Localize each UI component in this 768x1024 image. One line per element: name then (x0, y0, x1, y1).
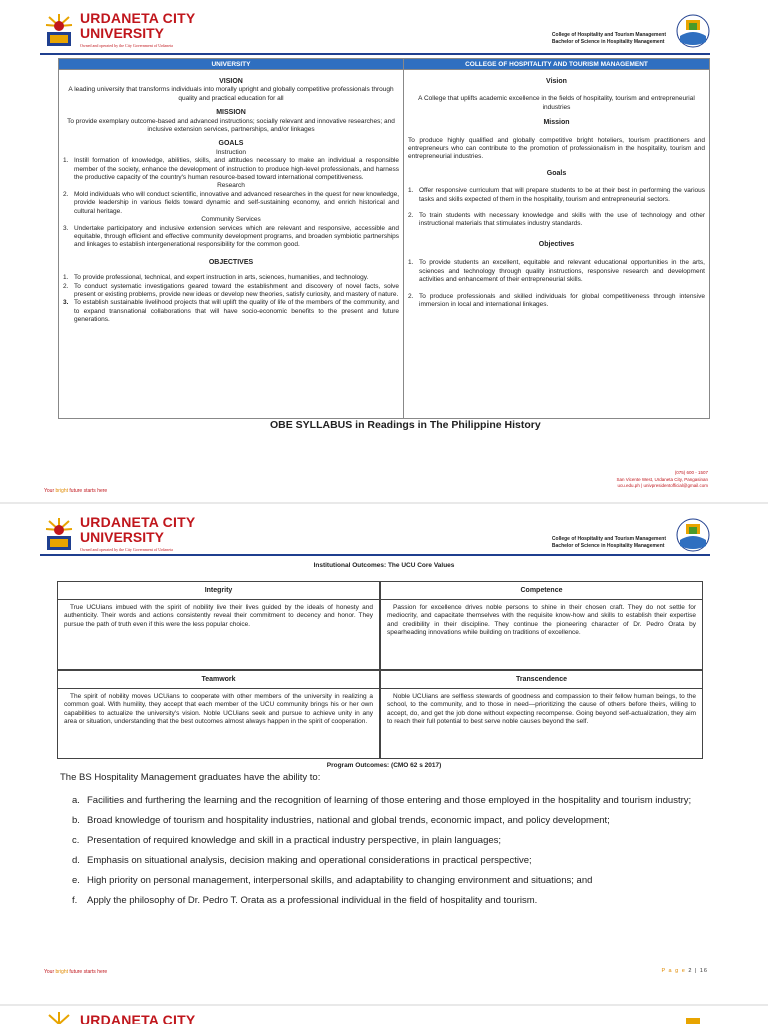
university-goals-list (63, 157, 399, 182)
item-letter: d. (72, 855, 80, 866)
university-name-line2: UNIVERSITY (80, 529, 165, 545)
university-name-line1: URDANETA CITY (80, 10, 196, 26)
university-name-line1: URDANETA CITY (80, 514, 196, 530)
value-cell-transcendence (380, 670, 703, 759)
college-goals-title: Goals (546, 169, 567, 177)
college-objectives-list (408, 259, 705, 309)
list-item: 2. To train students with necessary knowledge and skills with the use of technology and other instructional materials that stimulates industry standards. (408, 212, 705, 228)
value-title: Competence (381, 582, 702, 600)
value-cell-competence (380, 581, 703, 670)
list-item: 1. Offer responsive curriculum that will prepare students to be at their best in performing the various tasks and skills expected of them in the hospitality, tourism and entrepreneurial sectors. (408, 187, 705, 203)
list-item (72, 854, 712, 867)
core-values-table (57, 581, 703, 759)
college-seal-icon (676, 518, 710, 552)
contact-address: San Vicente West, Urdaneta City, Pangasinan (616, 476, 708, 482)
college-vision-text: A College that uplifts academic excellence in the fields of hospitality, tourism and entrepreneurial industries (418, 95, 695, 111)
goal-text: Offer responsive curriculum that will prepare students to be at their best in performing the various tasks and skills expected of them in the hospitality, tourism and entrepreneurial sectors. (419, 187, 705, 203)
university-name-line2: UNIVERSITY (80, 25, 165, 41)
program-name: Bachelor of Science in Hospitality Management (551, 543, 665, 549)
goal-instruction-label: Instruction (216, 148, 246, 156)
list-item: 2. Mold individuals who will conduct scientific, innovative and advanced researches in the quest for new knowledge, provide leadership in various fields toward dynamic and self-sustaining economy, and enrich historical and cultural heritage. (63, 190, 399, 215)
page-header (40, 514, 710, 559)
objective-text: To conduct systematic investigations geared toward the establishment and discovery of novel facts, solve present or existing problems, provide new ideas or develop new theories, satisfy curiosity, and mastery of nature. (74, 282, 399, 298)
item-text: High priority on personal management, interpersonal skills, and adaptability to changing environment and situations; and (87, 875, 593, 886)
tagline-part: bright (55, 488, 69, 494)
tagline-part: bright (55, 969, 69, 975)
objective-text: To provide students an excellent, equitable and relevant educational opportunities in the arts, sciences and technology through quality instructions, responsive research and development activities and enhancement of their entrepreneurial skills. (419, 259, 705, 284)
goal-text: Undertake participatory and inclusive extension services which are relevant and responsive, accessible and equitable, through efficient and effective community development programs, and broaden symbiotic partnerships and linkages to establish intergenerational responsibility for the common good. (74, 224, 399, 249)
goal-text: Instill formation of knowledge, abilities, skills, and attitudes necessary to make an individual a responsible member of the society, enhance the development of instruction to produce high-level professionals, and harness the productive capacity of the country's human resource-based toward international competitiveness. (74, 157, 399, 182)
header-rule (40, 554, 710, 556)
contact-info (616, 470, 708, 490)
tagline-part: future starts here (68, 969, 108, 975)
list-item: 3. To establish sustainable livelihood projects that will uplift the quality of life of the members of the community, and to expand transnational collaborations that will have socio-economic benefits to the present and future generations. (63, 299, 399, 324)
value-title: Transcendence (381, 671, 702, 689)
college-info (552, 32, 666, 46)
item-letter: e. (72, 875, 80, 886)
item-text: Apply the philosophy of Dr. Pedro T. Orata as a professional individual in the field of hospitality and tourism. (87, 895, 538, 906)
university-column (59, 59, 404, 418)
college-column (404, 59, 709, 418)
item-text: Emphasis on situational analysis, decision making and operational considerations in practical perspective; (87, 855, 532, 866)
page-num: 2 | 16 (688, 968, 708, 974)
value-text: Noble UCUians are selfless stewards of goodness and compassion to their fellow human beings, to the school, to the community, and to those in need—prioritizing the cause of others before theirs, willing to accept, do, and get the job done without expecting recompense. Going beyond self-actualization, they aim to reach their full potential to best serve noble causes beyond the self. (387, 693, 696, 725)
program-outcomes-list (72, 794, 712, 914)
college-seal-icon (676, 14, 710, 48)
footer-tagline (44, 488, 107, 494)
university-objectives-title: OBJECTIVES (208, 258, 254, 266)
university-goals-list-3 (63, 225, 399, 250)
item-text: Facilities and furthering the learning and the recognition of learning of those entering and those employed in the hospitality and tourism industry; (87, 795, 692, 806)
list-item: 1. To provide students an excellent, equitable and relevant educational opportunities in the arts, sciences and technology through quality instructions, responsive research and development activities and enhancement of their entrepreneurial skills. (408, 259, 705, 284)
tagline-part: Your (44, 969, 56, 975)
value-cell-integrity (57, 581, 380, 670)
list-item: 3. Undertake participatory and inclusive extension services which are relevant and responsive, accessible and equitable, through efficient and effective community development programs, and broaden symbiotic partnerships and linkages to establish intergenerational responsibility for the common good. (63, 224, 399, 249)
page-1 (0, 0, 768, 502)
university-goals-title: GOALS (218, 140, 244, 148)
goal-text: To train students with necessary knowledge and skills with the use of technology and other instructional materials that stimulates industry standards. (419, 212, 705, 228)
page-header (40, 10, 710, 55)
page-number (661, 968, 708, 974)
header-rule (40, 53, 710, 55)
goal-community-label: Community Services (201, 216, 261, 224)
program-name: Bachelor of Science in Hospitality Management (551, 39, 665, 45)
list-item: 1. Instill formation of knowledge, abilities, skills, and attitudes necessary to make an individual a responsible member of the society, enhance the development of instruction to produce high-level professionals, and harness the productive capacity of the country's human resource-based toward international competitiveness. (63, 157, 399, 182)
contact-phone: (075) 600 - 1507 (674, 470, 708, 475)
college-info (552, 536, 666, 550)
college-objectives-title: Objectives (538, 240, 575, 248)
item-text: Presentation of required knowledge and skill in a practical industry perspective, in plain languages; (87, 835, 502, 846)
vision-mission-table (58, 58, 710, 419)
list-item (72, 834, 712, 847)
value-title: Teamwork (58, 671, 379, 689)
university-vision-text: A leading university that transforms individuals into morally upright and globally competitive professionals through quality and practical education for all (68, 86, 394, 102)
goal-research-label: Research (217, 182, 245, 190)
page-2 (0, 504, 768, 1004)
college-name: College of Hospitality and Tourism Management (551, 32, 666, 38)
program-outcomes-intro: The BS Hospitality Management graduates have the ability to: (60, 772, 321, 783)
value-title: Integrity (58, 582, 379, 600)
item-letter: f. (72, 895, 78, 906)
page-3-partial (0, 1006, 768, 1024)
college-mission-title: Mission (543, 119, 570, 127)
item-letter: c. (72, 835, 80, 846)
list-item (72, 874, 712, 887)
university-goals-list-2 (63, 191, 399, 216)
college-goals-list (408, 187, 705, 229)
university-logo-icon (44, 516, 74, 552)
university-vision-title: VISION (219, 78, 243, 85)
value-text: The spirit of nobility moves UCUians to cooperate with other members of the university in realizing a common goal. With humility, they accept that each member of the UCU community brings his or her own capabilities to actualize the university's vision. Noble UCUians seek and pursue to achieve unity in any area or situation, understanding that the best outcomes almost always happen in the spirit of cooperation. (64, 693, 373, 725)
university-logo-icon (44, 12, 74, 48)
college-mission-text: To produce highly qualified and globally competitive bright hoteliers, tourism practitioners and entrepreneurs who can contribute to the promotion of professionalism in the hospitality, tourism and entrepreneurial industries. (408, 136, 705, 161)
college-seal-icon (676, 1016, 710, 1024)
university-mission-text: To provide exemplary outcome-based and advanced instructions; socially relevant and innovative researches; and inclusive extension services, partnerships, and/or linkages (67, 117, 395, 134)
item-text: Broad knowledge of tourism and hospitality industries, national and global trends, economic impact, and policy development; (87, 815, 610, 826)
list-item (72, 794, 712, 807)
university-logo-icon (44, 1010, 74, 1024)
college-vision-title: Vision (546, 78, 567, 85)
contact-web[interactable]: ucu.edu.ph | univpresidentofficial@gmail.com (617, 483, 708, 488)
list-item: 1. To provide professional, technical, and expert instruction in arts, sciences, humanities, and technology. (63, 274, 369, 282)
footer-tagline (44, 969, 107, 975)
objective-text: To provide professional, technical, and expert instruction in arts, sciences, humanities, and technology. (74, 274, 369, 282)
syllabus-title: OBE SYLLABUS in Readings in The Philippine History (270, 419, 541, 431)
list-item (72, 894, 712, 907)
institutional-outcomes-title: Institutional Outcomes: The UCU Core Values (313, 562, 455, 569)
page-word: P a g e (661, 968, 686, 974)
objective-text: To produce professionals and skilled individuals for global competitiveness through intensive immersion in local and international linkages. (419, 292, 705, 308)
list-item: 2. To produce professionals and skilled individuals for global competitiveness through intensive immersion in local and international linkages. (408, 292, 705, 308)
value-text: Passion for excellence drives noble persons to shine in their chosen craft. They do not settle for mediocrity, and capacitate themselves with the requisite know-how and skills to establish their expertise and credibility in their discipline. They continue the pioneering character of Dr. Pedro Orata by spearheading innovations while building on traditions of excellence. (387, 604, 696, 636)
item-letter: b. (72, 815, 80, 826)
value-cell-teamwork (57, 670, 380, 759)
university-name-line1: URDANETA CITY (80, 1012, 196, 1024)
university-mission-title: MISSION (216, 109, 246, 117)
tagline-part: Your (44, 488, 56, 494)
list-item: 2. To conduct systematic investigations geared toward the establishment and discovery of novel facts, solve present or existing problems, provide new ideas or develop new theories, satisfy curiosity, and mastery of nature. (63, 282, 399, 298)
item-letter: a. (72, 795, 80, 806)
university-objectives-list (63, 274, 399, 324)
university-column-header: UNIVERSITY (59, 59, 403, 70)
value-text: True UCUians imbued with the spirit of nobility live their lives guided by the ideals of honesty and authenticity. Their words and actions consistently reveal their commitment to decency and honor. They pursue the path of truth even if this were the less popular choice. (64, 604, 373, 628)
goal-text: Mold individuals who will conduct scientific, innovative and advanced researches in the quest for new knowledge, provide leadership in various fields toward dynamic and self-sustaining economy, and enrich historical and cultural heritage. (74, 190, 399, 215)
college-column-header: COLLEGE OF HOSPITALITY AND TOURISM MANAGEMENT (404, 59, 709, 70)
owned-by-text: Owned and operated by the City Government of Urdaneta (80, 547, 173, 552)
objective-text: To establish sustainable livelihood projects that will uplift the quality of life of the members of the community, and to expand transnational collaborations that will have socio-economic benefits to the present and future generations. (74, 299, 399, 324)
owned-by-text: Owned and operated by the City Government of Urdaneta (80, 43, 173, 48)
program-outcomes-title: Program Outcomes: (CMO 62 s 2017) (326, 762, 442, 769)
list-item (72, 814, 712, 827)
college-name: College of Hospitality and Tourism Management (551, 536, 666, 542)
tagline-part: future starts here (68, 488, 108, 494)
